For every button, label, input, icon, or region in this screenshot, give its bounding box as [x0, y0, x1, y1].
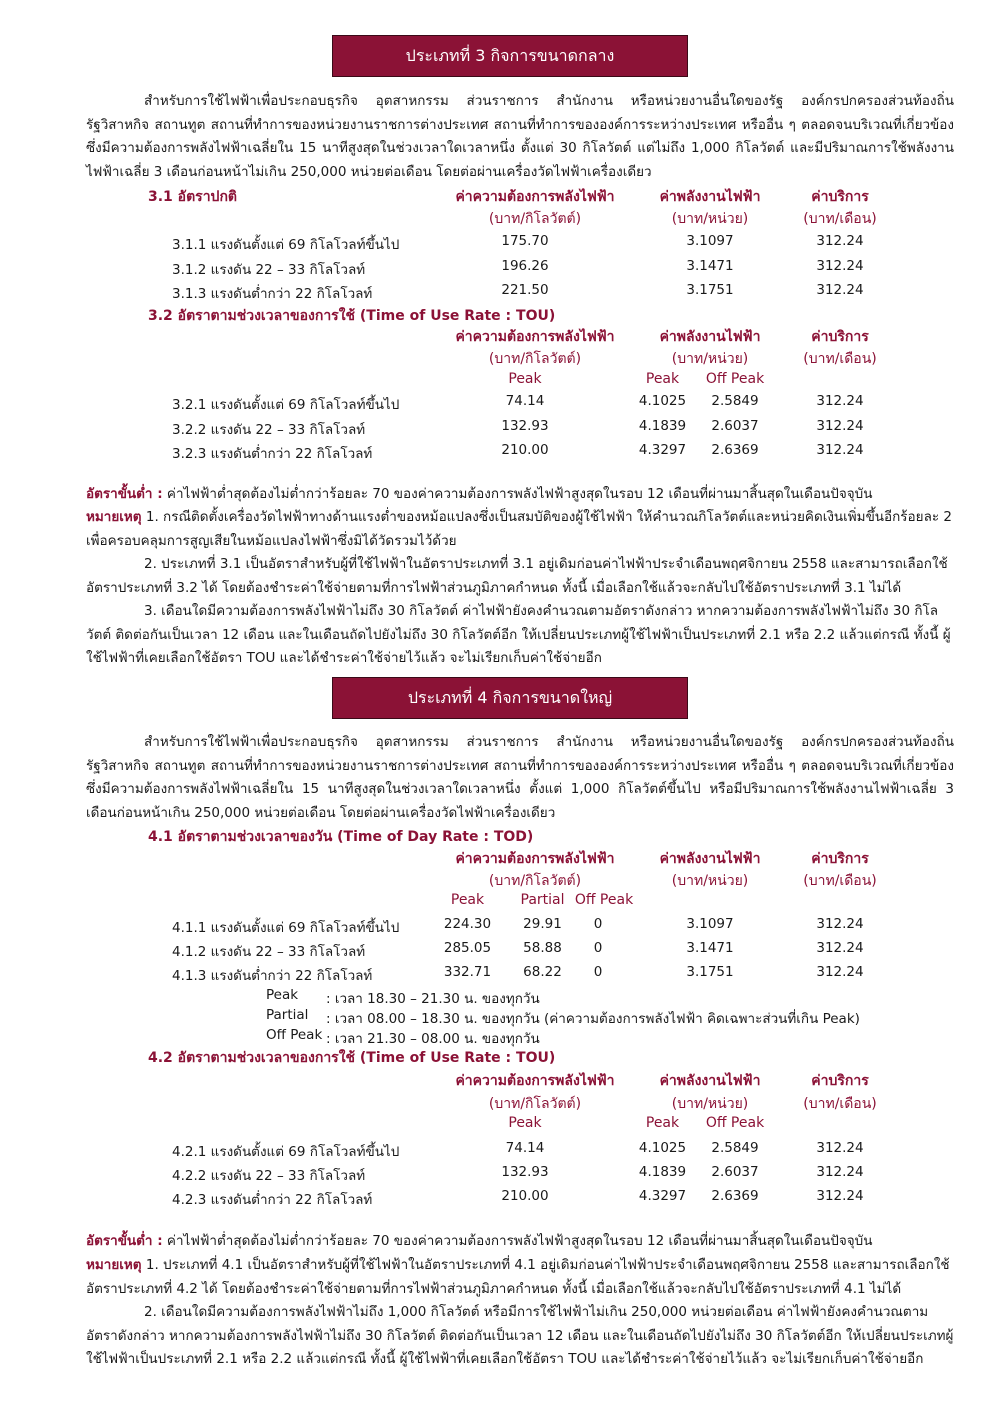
peak-value: 210.00: [501, 1188, 549, 1204]
row-label: 4.2.2 แรงดัน 22 – 33 กิโลโวลท์: [172, 1168, 366, 1184]
row-label: 4.2.1 แรงดันตั้งแต่ 69 กิโลโวลท์ขึ้นไป: [172, 1144, 400, 1160]
energy-value: 3.1097: [686, 916, 734, 932]
s42-sub-energy-offpeak: Off Peak: [705, 1115, 765, 1131]
type3-note-1: [86, 506, 954, 553]
demand-value: 196.26: [501, 258, 549, 274]
s32-service-unit: (บาท/เดือน): [803, 351, 877, 367]
energy-value: 3.1097: [686, 233, 734, 249]
s31-service-unit: (บาท/เดือน): [803, 211, 877, 227]
type3-banner: ประเภทที่ 3 กิจการขนาดกลาง: [332, 35, 688, 77]
s31-energy-header: ค่าพลังงานไฟฟ้า: [659, 189, 761, 205]
period-name: Partial: [266, 1007, 309, 1023]
s32-energy-unit: (บาท/หน่วย): [671, 351, 749, 367]
service-value: 312.24: [816, 964, 864, 980]
service-value: 312.24: [816, 442, 864, 458]
s41-sub-peak: Peak: [450, 892, 485, 908]
period-desc: : เวลา 18.30 – 21.30 น. ของทุกวัน: [326, 991, 540, 1007]
peak-value: 210.00: [501, 442, 549, 458]
s42-service-header: ค่าบริการ: [811, 1073, 869, 1089]
row-label: 3.1.3 แรงดันต่ำกว่า 22 กิโลโวลท์: [172, 286, 373, 302]
type3-note-3: [86, 600, 954, 671]
peak-value: 285.05: [443, 940, 492, 956]
s42-energy-header: ค่าพลังงานไฟฟ้า: [659, 1073, 761, 1089]
minimum-rate-label: อัตราขั้นต่ำ :: [86, 1233, 163, 1249]
minimum-rate-label: อัตราขั้นต่ำ :: [86, 486, 163, 502]
service-value: 312.24: [816, 393, 864, 409]
s41-demand-unit: (บาท/กิโลวัตต์): [488, 873, 582, 889]
offpeak-value: 0: [593, 964, 603, 980]
s32-sub-peak: Peak: [508, 371, 542, 387]
minimum-rate-text: ค่าไฟฟ้าต่ำสุดต้องไม่ต่ำกว่าร้อยละ 70 ของค่าความต้องการพลังไฟฟ้าสูงสุดในรอบ 12 เดือนที่ผ่านมาสิ้นสุดในเดือนปัจจุบัน: [162, 486, 873, 502]
s31-demand-unit: (บาท/กิโลวัตต์): [488, 211, 582, 227]
offpeak-value: 0: [593, 916, 603, 932]
period-name: Peak: [266, 987, 299, 1003]
service-value: 312.24: [816, 418, 864, 434]
s32-sub-energy-offpeak: Off Peak: [705, 371, 765, 387]
service-value: 312.24: [816, 1140, 864, 1156]
period-desc: : เวลา 08.00 – 18.30 น. ของทุกวัน (ค่าความต้องการพลังไฟฟ้า คิดเฉพาะส่วนที่เกิน Peak): [326, 1011, 860, 1027]
note-1-text: 1. กรณีติดตั้งเครื่องวัดไฟฟ้าทางด้านแรงต่ำของหม้อแปลงซึ่งเป็นสมบัติของผู้ใช้ไฟฟ้า ให้คำนวณกิโลวัตต์และหน่วยคิดเงินเพิ่มขึ้นอีกร้อยละ 2 เพื่อครอบคลุมการสูญเสียในหม้อแปลงไฟฟ้าซึ่งมิได้วัดรวมไว้ด้วย: [86, 509, 952, 549]
energy-offpeak-value: 2.5849: [711, 1140, 759, 1156]
s32-demand-header: ค่าความต้องการพลังไฟฟ้า: [455, 329, 615, 345]
energy-offpeak-value: 2.6369: [711, 1188, 759, 1204]
type4-intro-text: สำหรับการใช้ไฟฟ้าเพื่อประกอบธุรกิจ อุตสาหกรรม ส่วนราชการ สำนักงาน หรือหน่วยงานอื่นใดของรัฐ องค์กรปกครองส่วนท้องถิ่น รัฐวิสาหกิจ สถานทูต สถานที่ทำการของหน่วยงานราชการต่างประเทศ สถานที่ทำการขององค์การระหว่างประเทศ หรืออื่น ๆ ตลอดจนบริเวณที่เกี่ยวข้อง ซึ่งมีความต้องการพลังไฟฟ้าเฉลี่ยใน 15 นาทีสูงสุดในช่วงเวลาใดเวลาหนึ่ง ตั้งแต่ 1,000 กิโลวัตต์ขึ้นไป หรือมีปริมาณการใช้พลังงานไฟฟ้าเฉลี่ย 3 เดือนก่อนหน้าเกิน 250,000 หน่วยต่อเดือน โดยต่อผ่านเครื่องวัดไฟฟ้าเครื่องเดียว: [86, 734, 954, 821]
s41-demand-header: ค่าความต้องการพลังไฟฟ้า: [455, 851, 615, 867]
section-4-1-title: 4.1 อัตราตามช่วงเวลาของวัน (Time of Day Rate : TOD): [148, 829, 534, 845]
s42-demand-header: ค่าความต้องการพลังไฟฟ้า: [455, 1073, 615, 1089]
service-value: 312.24: [816, 940, 864, 956]
row-label: 3.2.2 แรงดัน 22 – 33 กิโลโวลท์: [172, 422, 366, 438]
service-value: 312.24: [816, 1164, 864, 1180]
s42-sub-peak: Peak: [508, 1115, 542, 1131]
type4-intro: [86, 731, 954, 825]
row-label: 3.1.1 แรงดันตั้งแต่ 69 กิโลโวลท์ขึ้นไป: [172, 237, 400, 253]
type3-intro-text: สำหรับการใช้ไฟฟ้าเพื่อประกอบธุรกิจ อุตสาหกรรม ส่วนราชการ สำนักงาน หรือหน่วยงานอื่นใดของรัฐ องค์กรปกครองส่วนท้องถิ่น รัฐวิสาหกิจ สถานทูต สถานที่ทำการของหน่วยงานราชการต่างประเทศ สถานที่ทำการขององค์การระหว่างประเทศ หรืออื่น ๆ ตลอดจนบริเวณที่เกี่ยวข้อง ซึ่งมีความต้องการพลังไฟฟ้าเฉลี่ยใน 15 นาทีสูงสุดในช่วงเวลาใดเวลาหนึ่ง ตั้งแต่ 30 กิโลวัตต์ แต่ไม่ถึง 1,000 กิโลวัตต์ และมีปริมาณการใช้พลังงานไฟฟ้าเฉลี่ย 3 เดือนก่อนหน้าไม่เกิน 250,000 หน่วยต่อเดือน โดยต่อผ่านเครื่องวัดไฟฟ้าเครื่องเดียว: [86, 93, 954, 180]
type3-intro: [86, 90, 954, 184]
s31-energy-unit: (บาท/หน่วย): [671, 211, 749, 227]
period-desc: : เวลา 21.30 – 08.00 น. ของทุกวัน: [326, 1031, 540, 1047]
s31-demand-header: ค่าความต้องการพลังไฟฟ้า: [455, 189, 615, 205]
s32-service-header: ค่าบริการ: [811, 329, 869, 345]
s42-service-unit: (บาท/เดือน): [803, 1096, 877, 1112]
section-3-2-title: 3.2 อัตราตามช่วงเวลาของการใช้ (Time of Use Rate : TOU): [148, 308, 556, 324]
energy-offpeak-value: 2.6037: [711, 1164, 759, 1180]
type4-note-1: [86, 1254, 954, 1301]
peak-value: 74.14: [505, 1140, 545, 1156]
offpeak-value: 0: [593, 940, 603, 956]
partial-value: 58.88: [523, 940, 562, 956]
note-2-text: 2. เดือนใดมีความต้องการพลังไฟฟ้าไม่ถึง 1,000 กิโลวัตต์ หรือมีการใช้ไฟฟ้าไม่เกิน 250,000 หน่วยต่อเดือน ค่าไฟฟ้ายังคงคำนวณตามอัตราดังกล่าว หากความต้องการพลังไฟฟ้าไม่ถึง 30 กิโลวัตต์ ติดต่อกันเป็นเวลา 12 เดือน และในเดือนถัดไปยังไม่ถึง 30 กิโลวัตต์อีก ให้เปลี่ยนประเภทผู้ใช้ไฟฟ้าเป็นประเภทที่ 2.1 หรือ 2.2 แล้วแต่กรณี ทั้งนี้ ผู้ใช้ไฟฟ้าที่เคยเลือกใช้อัตรา TOU และได้ชำระค่าใช้จ่ายไว้แล้ว จะไม่เรียกเก็บค่าใช้จ่ายอีก: [86, 1304, 954, 1367]
type4-note-2: [86, 1301, 954, 1372]
section-3-1-title: 3.1 อัตราปกติ: [148, 189, 238, 205]
row-label: 4.1.2 แรงดัน 22 – 33 กิโลโวลท์: [172, 944, 366, 960]
partial-value: 68.22: [523, 964, 562, 980]
energy-peak-value: 4.3297: [638, 1188, 687, 1204]
energy-offpeak-value: 2.6369: [711, 442, 759, 458]
energy-offpeak-value: 2.6037: [711, 418, 759, 434]
s32-energy-header: ค่าพลังงานไฟฟ้า: [659, 329, 761, 345]
row-label: 4.2.3 แรงดันต่ำกว่า 22 กิโลโวลท์: [172, 1192, 373, 1208]
note-2-text: 2. ประเภทที่ 3.1 เป็นอัตราสำหรับผู้ที่ใช้ไฟฟ้าในอัตราประเภทที่ 3.1 อยู่เดิมก่อนค่าไฟฟ้าประจำเดือนพฤศจิกายน 2558 และสามารถเลือกใช้อัตราประเภทที่ 3.2 ได้ โดยต้องชำระค่าใช้จ่ายตามที่การไฟฟ้าส่วนภูมิภาคกำหนด ทั้งนี้ เมื่อเลือกใช้แล้วจะกลับไปใช้อัตราประเภทที่ 3.1 ไม่ได้: [86, 556, 948, 596]
energy-peak-value: 4.1839: [638, 418, 687, 434]
service-value: 312.24: [816, 233, 864, 249]
section-4-2-title: 4.2 อัตราตามช่วงเวลาของการใช้ (Time of Use Rate : TOU): [148, 1050, 556, 1066]
s41-energy-unit: (บาท/หน่วย): [671, 873, 749, 889]
service-value: 312.24: [816, 916, 864, 932]
energy-value: 3.1751: [686, 282, 734, 298]
type4-minimum-rate: [86, 1230, 954, 1254]
note-1-text: 1. ประเภทที่ 4.1 เป็นอัตราสำหรับผู้ที่ใช้ไฟฟ้าในอัตราประเภทที่ 4.1 อยู่เดิมก่อนค่าไฟฟ้าประจำเดือนพฤศจิกายน 2558 และสามารถเลือกใช้อัตราประเภทที่ 4.2 ได้ โดยต้องชำระค่าใช้จ่ายตามที่การไฟฟ้าส่วนภูมิภาคกำหนด ทั้งนี้ เมื่อเลือกใช้แล้วจะกลับไปใช้อัตราประเภทที่ 4.1 ไม่ได้: [86, 1257, 950, 1297]
s42-demand-unit: (บาท/กิโลวัตต์): [488, 1096, 582, 1112]
s41-service-header: ค่าบริการ: [811, 851, 869, 867]
energy-value: 3.1471: [686, 940, 734, 956]
peak-value: 332.71: [443, 964, 492, 980]
row-label: 3.2.3 แรงดันต่ำกว่า 22 กิโลโวลท์: [172, 446, 373, 462]
s31-service-header: ค่าบริการ: [811, 189, 869, 205]
s42-sub-energy-peak: Peak: [645, 1115, 680, 1131]
energy-peak-value: 4.1025: [638, 393, 687, 409]
service-value: 312.24: [816, 258, 864, 274]
s41-energy-header: ค่าพลังงานไฟฟ้า: [659, 851, 761, 867]
row-label: 4.1.3 แรงดันต่ำกว่า 22 กิโลโวลท์: [172, 968, 373, 984]
period-name: Off Peak: [266, 1027, 323, 1043]
energy-peak-value: 4.1839: [638, 1164, 687, 1180]
energy-peak-value: 4.3297: [638, 442, 687, 458]
s42-energy-unit: (บาท/หน่วย): [671, 1096, 749, 1112]
energy-value: 3.1471: [686, 258, 734, 274]
s41-sub-partial: Partial: [520, 892, 565, 908]
note-label: หมายเหตุ: [86, 1257, 142, 1273]
s41-service-unit: (บาท/เดือน): [803, 873, 877, 889]
s41-sub-offpeak: Off Peak: [574, 892, 634, 908]
peak-value: 74.14: [505, 393, 545, 409]
minimum-rate-text: ค่าไฟฟ้าต่ำสุดต้องไม่ต่ำกว่าร้อยละ 70 ของค่าความต้องการพลังไฟฟ้าสูงสุดในรอบ 12 เดือนที่ผ่านมาสิ้นสุดในเดือนปัจจุบัน: [162, 1233, 873, 1249]
type3-minimum-rate: [86, 483, 954, 507]
note-label: หมายเหตุ: [86, 509, 142, 525]
service-value: 312.24: [816, 1188, 864, 1204]
type4-banner: ประเภทที่ 4 กิจการขนาดใหญ่: [332, 677, 688, 719]
energy-peak-value: 4.1025: [638, 1140, 687, 1156]
demand-value: 175.70: [501, 233, 549, 249]
demand-value: 221.50: [501, 282, 549, 298]
note-3-text: 3. เดือนใดมีความต้องการพลังไฟฟ้าไม่ถึง 30 กิโลวัตต์ ค่าไฟฟ้ายังคงคำนวณตามอัตราดังกล่าว หากความต้องการพลังไฟฟ้าไม่ถึง 30 กิโลวัตต์ ติดต่อกันเป็นเวลา 12 เดือน และในเดือนถัดไปยังไม่ถึง 30 กิโลวัตต์อีก ให้เปลี่ยนประเภทผู้ใช้ไฟฟ้าเป็นประเภทที่ 2.1 หรือ 2.2 แล้วแต่กรณี ทั้งนี้ ผู้ใช้ไฟฟ้าที่เคยเลือกใช้อัตรา TOU และได้ชำระค่าใช้จ่ายไว้แล้ว จะไม่เรียกเก็บค่าใช้จ่ายอีก: [86, 603, 951, 666]
type3-note-2: [86, 553, 954, 600]
peak-value: 224.30: [443, 916, 492, 932]
service-value: 312.24: [816, 282, 864, 298]
row-label: 3.2.1 แรงดันตั้งแต่ 69 กิโลโวลท์ขึ้นไป: [172, 397, 400, 413]
peak-value: 132.93: [501, 1164, 549, 1180]
row-label: 4.1.1 แรงดันตั้งแต่ 69 กิโลโวลท์ขึ้นไป: [172, 920, 400, 936]
s32-sub-energy-peak: Peak: [645, 371, 680, 387]
s32-demand-unit: (บาท/กิโลวัตต์): [488, 351, 582, 367]
peak-value: 132.93: [501, 418, 549, 434]
partial-value: 29.91: [523, 916, 562, 932]
row-label: 3.1.2 แรงดัน 22 – 33 กิโลโวลท์: [172, 262, 366, 278]
energy-offpeak-value: 2.5849: [711, 393, 759, 409]
energy-value: 3.1751: [686, 964, 734, 980]
